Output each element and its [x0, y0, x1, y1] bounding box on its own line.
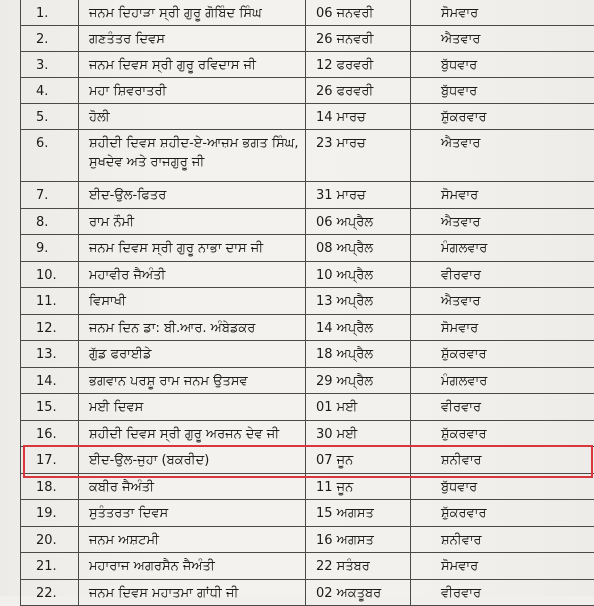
date-cell: 01 ਮਈ [306, 394, 411, 420]
row-number-cell: 13. [21, 341, 79, 367]
holiday-table [20, 0, 594, 606]
row-number-cell: 15. [21, 394, 79, 420]
row-number-cell: 19. [21, 500, 79, 526]
weekday-cell: ਮੰਗਲਵਾਰ [411, 235, 594, 261]
event-name-cell: ਰਾਮ ਨੌਮੀ [79, 209, 306, 235]
weekday-cell: ਐਤਵਾਰ [411, 130, 594, 181]
event-name-cell: ਜਨਮ ਦਿਵਸ ਸ੍ਰੀ ਗੁਰੂ ਨਾਭਾ ਦਾਸ ਜੀ [79, 235, 306, 261]
table-row [21, 553, 594, 580]
table-row [21, 580, 594, 606]
event-name-cell: ਸ਼ਹੀਦੀ ਦਿਵਸ ਸ੍ਰੀ ਗੁਰੂ ਅਰਜਨ ਦੇਵ ਜੀ [79, 421, 306, 447]
date-cell: 31 ਮਾਰਚ [306, 182, 411, 208]
weekday-cell: ਸ਼ੁੱਕਰਵਾਰ [411, 421, 594, 447]
weekday-cell: ਬੁੱਧਵਾਰ [411, 78, 594, 103]
table-row [21, 209, 594, 236]
row-number-cell: 11. [21, 288, 79, 314]
event-name-cell: ਮਈ ਦਿਵਸ [79, 394, 306, 420]
table-row [21, 341, 594, 368]
date-cell: 11 ਜੂਨ [306, 474, 411, 500]
table-row [21, 182, 594, 209]
date-cell: 14 ਮਾਰਚ [306, 104, 411, 129]
date-cell: 10 ਅਪ੍ਰੈਲ [306, 262, 411, 288]
row-number-cell: 3. [21, 52, 79, 77]
table-row [21, 447, 594, 474]
event-name-cell: ਜਨਮ ਅਸ਼ਟਮੀ [79, 527, 306, 553]
event-name-cell: ਕਬੀਰ ਜੈਅੰਤੀ [79, 474, 306, 500]
weekday-cell: ਸ਼ੁੱਕਰਵਾਰ [411, 104, 594, 129]
table-row [21, 262, 594, 289]
weekday-cell: ਬੁੱਧਵਾਰ [411, 474, 594, 500]
date-cell: 26 ਜਨਵਰੀ [306, 26, 411, 51]
weekday-cell: ਸੋਮਵਾਰ [411, 182, 594, 208]
date-cell: 07 ਜੂਨ [306, 447, 411, 473]
date-cell: 12 ਫਰਵਰੀ [306, 52, 411, 77]
date-cell: 29 ਅਪ੍ਰੈਲ [306, 368, 411, 394]
date-cell: 23 ਮਾਰਚ [306, 130, 411, 181]
row-number-cell: 21. [21, 553, 79, 579]
event-name-cell: ਜਨਮ ਦਿਵਸ ਸ੍ਰੀ ਗੁਰੂ ਰਵਿਦਾਸ ਜੀ [79, 52, 306, 77]
table-row [21, 315, 594, 342]
row-number-cell: 9. [21, 235, 79, 261]
row-number-cell: 20. [21, 527, 79, 553]
event-name-cell: ਈਦ-ਉਲ-ਫਿਤਰ [79, 182, 306, 208]
table-row [21, 130, 594, 182]
weekday-cell: ਸ਼ਨੀਵਾਰ [411, 447, 594, 473]
weekday-cell: ਸੋਮਵਾਰ [411, 553, 594, 579]
weekday-cell: ਐਤਵਾਰ [411, 288, 594, 314]
table-row [21, 527, 594, 554]
event-name-cell: ਸੁਤੰਤਰਤਾ ਦਿਵਸ [79, 500, 306, 526]
row-number-cell: 22. [21, 580, 79, 606]
date-cell: 16 ਅਗਸਤ [306, 527, 411, 553]
event-name-cell: ਹੋਲੀ [79, 104, 306, 129]
row-number-cell: 10. [21, 262, 79, 288]
event-name-cell: ਗਣਤੰਤਰ ਦਿਵਸ [79, 26, 306, 51]
row-number-cell: 6. [21, 130, 79, 181]
weekday-cell: ਐਤਵਾਰ [411, 26, 594, 51]
event-name-cell: ਜਨਮ ਦਿਨ ਡਾ: ਬੀ.ਆਰ. ਅੰਬੇਡਕਰ [79, 315, 306, 341]
table-row [21, 235, 594, 262]
row-number-cell: 2. [21, 26, 79, 51]
table-row [21, 500, 594, 527]
table-row [21, 52, 594, 78]
date-cell: 26 ਫਰਵਰੀ [306, 78, 411, 103]
row-number-cell: 12. [21, 315, 79, 341]
table-row [21, 104, 594, 130]
weekday-cell: ਬੁੱਧਵਾਰ [411, 52, 594, 77]
event-name-cell: ਮਹਾਰਾਜ ਅਗਰਸੈਨ ਜੈਅੰਤੀ [79, 553, 306, 579]
row-number-cell: 17. [21, 447, 79, 473]
weekday-cell: ਐਤਵਾਰ [411, 209, 594, 235]
date-cell: 18 ਅਪ੍ਰੈਲ [306, 341, 411, 367]
event-name-cell: ਸ਼ਹੀਦੀ ਦਿਵਸ ਸ਼ਹੀਦ-ਏ-ਆਜ਼ਮ ਭਗਤ ਸਿੰਘ, ਸੁਖਦੇਵ ਅਤੇ ਰਾਜਗੁਰੂ ਜੀ [79, 130, 306, 181]
weekday-cell: ਵੀਰਵਾਰ [411, 394, 594, 420]
date-cell: 06 ਜਨਵਰੀ [306, 0, 411, 25]
event-name-cell: ਮਹਾ ਸ਼ਿਵਰਾਤਰੀ [79, 78, 306, 103]
weekday-cell: ਸ਼ੁੱਕਰਵਾਰ [411, 500, 594, 526]
event-name-cell: ਗੁੱਡ ਫਰਾਈਡੇ [79, 341, 306, 367]
table-row [21, 394, 594, 421]
table-row [21, 288, 594, 315]
event-name-cell: ਭਗਵਾਨ ਪਰਸ਼ੂ ਰਾਮ ਜਨਮ ਉਤਸਵ [79, 368, 306, 394]
event-name-cell: ਵਿਸਾਖੀ [79, 288, 306, 314]
weekday-cell: ਸ਼ਨੀਵਾਰ [411, 527, 594, 553]
event-name-cell: ਜਨਮ ਦਿਵਸ ਮਹਾਤਮਾ ਗਾਂਧੀ ਜੀ [79, 580, 306, 606]
row-number-cell: 16. [21, 421, 79, 447]
date-cell: 08 ਅਪ੍ਰੈਲ [306, 235, 411, 261]
event-name-cell: ਜਨਮ ਦਿਹਾੜਾ ਸ੍ਰੀ ਗੁਰੂ ਗੋਬਿੰਦ ਸਿੰਘ [79, 0, 306, 25]
date-cell: 06 ਅਪ੍ਰੈਲ [306, 209, 411, 235]
event-name-cell: ਮਹਾਵੀਰ ਜੈਅੰਤੀ [79, 262, 306, 288]
weekday-cell: ਸੋਮਵਾਰ [411, 0, 594, 25]
table-row [21, 368, 594, 395]
row-number-cell: 4. [21, 78, 79, 103]
date-cell: 22 ਸਤੰਬਰ [306, 553, 411, 579]
date-cell: 13 ਅਪ੍ਰੈਲ [306, 288, 411, 314]
date-cell: 15 ਅਗਸਤ [306, 500, 411, 526]
weekday-cell: ਸ਼ੁੱਕਰਵਾਰ [411, 341, 594, 367]
table-row [21, 26, 594, 52]
weekday-cell: ਵੀਰਵਾਰ [411, 580, 594, 606]
weekday-cell: ਸੋਮਵਾਰ [411, 315, 594, 341]
date-cell: 14 ਅਪ੍ਰੈਲ [306, 315, 411, 341]
row-number-cell: 1. [21, 0, 79, 25]
row-number-cell: 7. [21, 182, 79, 208]
row-number-cell: 18. [21, 474, 79, 500]
row-number-cell: 8. [21, 209, 79, 235]
row-number-cell: 5. [21, 104, 79, 129]
table-row [21, 421, 594, 448]
weekday-cell: ਮੰਗਲਵਾਰ [411, 368, 594, 394]
event-name-cell: ਈਦ-ਉਲ-ਜੁਹਾ (ਬਕਰੀਦ) [79, 447, 306, 473]
table-row [21, 0, 594, 26]
row-number-cell: 14. [21, 368, 79, 394]
date-cell: 02 ਅਕਤੂਬਰ [306, 580, 411, 606]
table-row [21, 78, 594, 104]
date-cell: 30 ਮਈ [306, 421, 411, 447]
table-row [21, 474, 594, 501]
weekday-cell: ਵੀਰਵਾਰ [411, 262, 594, 288]
